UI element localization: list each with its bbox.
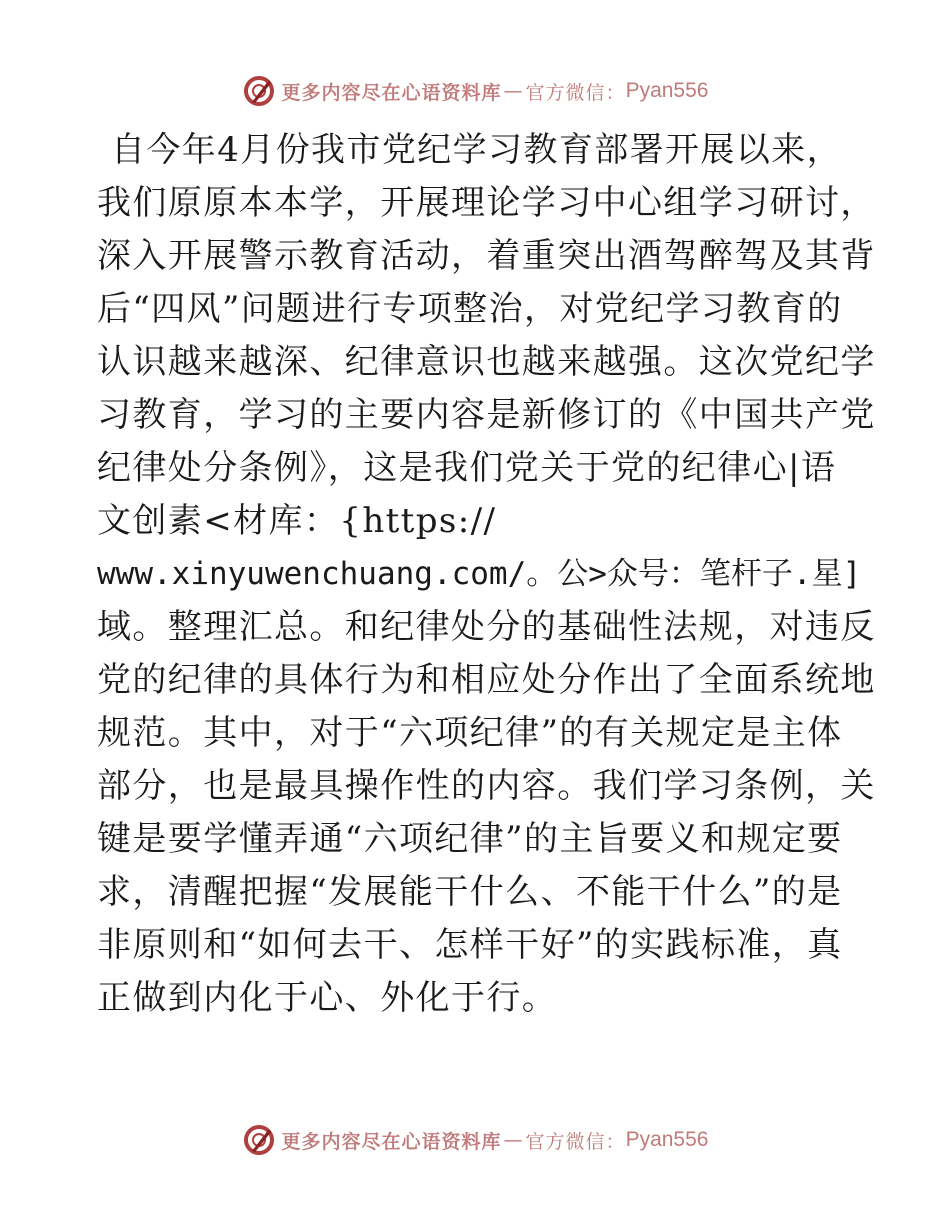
- quill-logo-icon: [242, 1123, 276, 1157]
- body-line: 纪律处分条例》，这是我们党关于党的纪律心|语: [97, 448, 837, 488]
- banner-wechat-id: Pyan556: [625, 1128, 709, 1151]
- body-line: 文创素<材库：{https://: [97, 501, 497, 541]
- footer-watermark-banner: [0, 1120, 950, 1160]
- body-line: 键是要学懂弄通“六项纪律”的主旨要义和规定要: [97, 819, 843, 859]
- body-line: 我们原原本本学，开展理论学习中心组学习研讨，: [97, 183, 876, 223]
- document-body: [97, 124, 876, 1025]
- banner-wechat-label: 官方微信：: [525, 81, 626, 104]
- body-line-url: www.xinyuwenchuang.com/。公>众号：笔杆子.星]: [97, 556, 862, 592]
- banner-title: 更多内容尽在心语资料库: [281, 81, 502, 104]
- body-line: 部分，也是最具操作性的内容。我们学习条例，关: [97, 766, 876, 806]
- body-line: 正做到内化于心、外化于行。: [97, 978, 558, 1018]
- banner-wechat-id: Pyan556: [625, 79, 709, 102]
- body-line: 非原则和“如何去干、怎样干好”的实践标准，真: [97, 925, 843, 965]
- body-line: 深入开展警示教育活动，着重突出酒驾醉驾及其背: [97, 236, 876, 276]
- header-watermark-banner: [0, 71, 950, 111]
- body-line: 域。整理汇总。和纪律处分的基础性法规，对违反: [97, 607, 876, 647]
- banner-wechat-label: 官方微信：: [525, 1130, 626, 1153]
- quill-logo-icon: [242, 74, 276, 108]
- body-line: 党的纪律的具体行为和相应处分作出了全面系统地: [97, 660, 876, 700]
- banner-separator: —: [503, 80, 524, 102]
- body-line: 认识越来越深、纪律意识也越来越强。这次党纪学: [97, 342, 876, 382]
- body-line: 后“四风”问题进行专项整治，对党纪学习教育的: [97, 289, 843, 329]
- body-line: 自今年4月份我市党纪学习教育部署开展以来，: [111, 130, 843, 170]
- body-line: 求，清醒把握“发展能干什么、不能干什么”的是: [97, 872, 843, 912]
- banner-separator: —: [503, 1129, 524, 1151]
- banner-title: 更多内容尽在心语资料库: [281, 1130, 502, 1153]
- body-line: 习教育，学习的主要内容是新修订的《中国共产党: [97, 395, 876, 435]
- body-line: 规范。其中，对于“六项纪律”的有关规定是主体: [97, 713, 843, 753]
